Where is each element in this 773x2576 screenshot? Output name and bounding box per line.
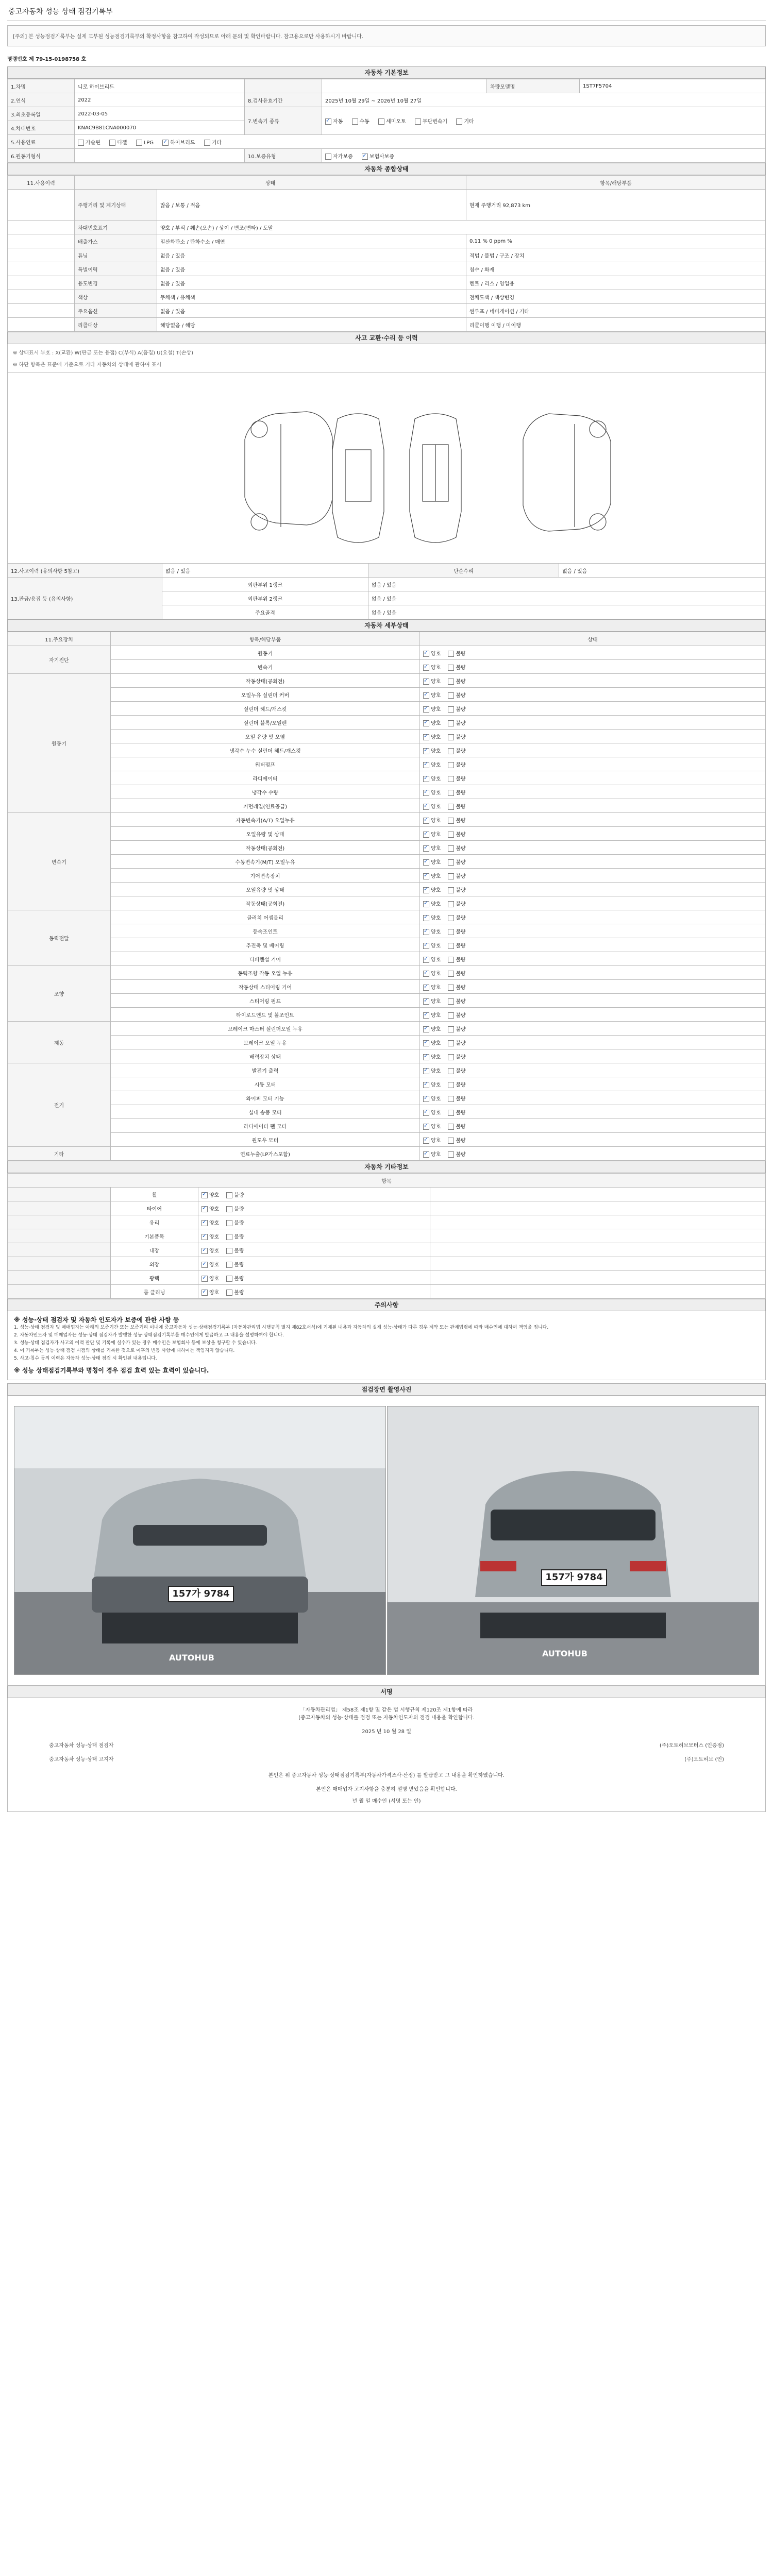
detail-row [8,785,766,799]
detail-item-label: 냉각수 누수 실린더 헤드/개스킷 [111,743,420,757]
detail-item-label: 발전기 출력 [111,1063,420,1077]
photos-heading: 점검장면 촬영사진 [7,1383,766,1396]
state-accident: 없음 / 있음 [162,564,368,578]
detail-row [8,743,766,757]
front-plate: 157가 9784 [168,1586,234,1602]
state-tuning: 없음 / 있음 [157,248,466,262]
detail-row [8,688,766,702]
detail-row [8,827,766,841]
car-outline-diagram [8,372,765,563]
detail-group-label: 조향 [8,966,111,1022]
col-state: 상태 [75,176,466,190]
value-inspection-period: 2025년 10월 29일 ~ 2026년 10월 27일 [322,93,766,107]
col-item: 항목/해당부품 [466,176,766,190]
detail-item-label: 스티어링 펌프 [111,994,420,1008]
detail-item-state: ✓ 양호 불량 [420,980,766,994]
value-car-name: 니로 하이브리드 [75,79,245,93]
detail-item-label: 실린더 블록/오일팬 [111,716,420,730]
caution-box [7,1311,766,1380]
other-item-state: ✓ 양호 불량 [198,1201,430,1215]
notifier-value: (주)오토허브 (인) [684,1757,724,1762]
detail-item-label: 추진축 및 베어링 [111,938,420,952]
detail-row [8,896,766,910]
front-brand: AUTOHUB [169,1653,214,1663]
detail-row [8,924,766,938]
inspector-label: 중고자동차 성능·상태 점검자 [49,1743,114,1749]
detail-item-label: 디퍼렌셜 기어 [111,952,420,966]
label-transmission: 7.변속기 종류 [245,107,322,135]
state-rank-frame: 없음 / 있음 [368,605,766,619]
row-tuning: 튜닝 [75,248,157,262]
transmission-options: ✓ 자동 수동 세미오토 무단변속기 기타 [322,107,766,135]
detail-row [8,1091,766,1105]
label-engine: 6.원동기형식 [8,149,75,163]
detail-row [8,952,766,966]
fuel-options: 가솔린 디젤 LPG ✓ 하이브리드 기타 [75,135,766,149]
detail-row [8,883,766,896]
legend-line-1: ※ 상태표시 부호 : X(교환) W(판금 또는 용접) C(부식) A(흠집) U(요철) T(손상) [13,350,194,356]
detail-item-state: ✓ 양호 불량 [420,910,766,924]
other-row [8,1243,766,1257]
detail-col-device: 11.주요장치 [8,632,111,646]
damage-heading: 사고 교환·수리 등 이력 [7,332,766,344]
detail-item-label: 변속기 [111,660,420,674]
detail-item-state: ✓ 양호 불량 [420,757,766,771]
value-first-reg: 2022-03-05 [75,107,245,121]
detail-group-label: 기타 [8,1147,111,1161]
other-row [8,1257,766,1271]
detail-row [8,813,766,827]
row-special: 특별이력 [75,262,157,276]
detail-row [8,1119,766,1133]
col-usage: 11.사용이력 [8,176,75,190]
detail-col-item: 항목/해당부품 [111,632,420,646]
note-recall: 리콜이행 이행 / 미이행 [466,318,766,332]
detail-item-state: ✓ 양호 불량 [420,896,766,910]
label-vin: 4.차대번호 [8,121,75,135]
detail-row [8,702,766,716]
detail-item-state: ✓ 양호 불량 [420,924,766,938]
warranty-options: 자가보증 ✓ 보험사보증 [322,149,766,163]
state-simple-repair: 없음 / 있음 [559,564,766,578]
detail-row [8,869,766,883]
detail-item-state: ✓ 양호 불량 [420,1133,766,1147]
label-year: 2.연식 [8,93,75,107]
label-model: 차량모델명 [487,79,580,93]
state-special: 없음 / 있음 [157,262,466,276]
other-row [8,1215,766,1229]
detail-item-label: 브레이크 오일 누유 [111,1036,420,1049]
row-panel: 13.판금/용접 등 (유의사항) [8,578,162,619]
other-info-heading: 자동차 기타정보 [7,1161,766,1173]
label-car-name: 1.차명 [8,79,75,93]
detail-row [8,716,766,730]
state-options: 없음 / 있음 [157,304,466,318]
detail-group-label: 자기진단 [8,646,111,674]
caution-line: 4. 이 기록부는 성능·상태 점검 시점의 상태를 기록한 것으로 이후의 변동 사항에 대하여는 책임지지 않습니다. [14,1348,235,1353]
sign-text-1: 「자동차관리법」 제58조 제1항 및 같은 법 시행규칙 제120조 제1항에 따라 [300,1707,473,1713]
caution-line: 1. 성능·상태 점검자 및 매매업자는 아래의 보증기간 또는 보증거리 이내에 중고자동차 성능·상태점검기록부 (자동차관리법 시행규칙 별지 제82호서식)에 기재된 내용과 자동차의 실제 성능·상태가 다른 경우 계약 또는 관계법령에 따라 매수인에 대하여 책임을 집니다. [14,1325,549,1330]
detail-item-state: ✓ 양호 불량 [420,799,766,813]
note-odometer: 현재 주행거리 92,873 km [466,190,766,221]
detail-item-label: 오일유량 및 상태 [111,883,420,896]
photo-row [7,1396,766,1686]
detail-row [8,660,766,674]
caution-heading: 주의사항 [7,1299,766,1311]
sign-text-3: 본인은 위 중고자동차 성능·상태점검기록부(자동차가격조사·산정) 를 발급받고 그 내용을 확인하였습니다. [268,1773,505,1778]
detail-row [8,980,766,994]
detail-item-state: ✓ 양호 불량 [420,883,766,896]
detail-item-label: 타이로드엔드 및 볼조인트 [111,1008,420,1022]
detail-item-label: 와이퍼 모터 기능 [111,1091,420,1105]
rear-brand: AUTOHUB [542,1649,587,1658]
detail-item-state: ✓ 양호 불량 [420,674,766,688]
detail-item-state: ✓ 양호 불량 [420,646,766,660]
detail-item-state: ✓ 양호 불량 [420,1077,766,1091]
buyer-sign-line: 년 월 일 매수인 (서명 또는 인) [352,1799,421,1804]
state-color: 무채색 / 유채색 [157,290,466,304]
detail-item-state: ✓ 양호 불량 [420,785,766,799]
detail-row [8,1049,766,1063]
detail-row [8,1077,766,1091]
rank-1: 외판부위 1랭크 [162,578,368,591]
sign-date: 2025 년 10 월 28 일 [362,1729,411,1735]
notifier-label: 중고자동차 성능·상태 고지자 [49,1757,114,1762]
detail-item-label: 클러치 어셈블리 [111,910,420,924]
certificate-number: 명령번호 제 79-15-0198758 호 [7,57,87,62]
detail-group-label: 전기 [8,1063,111,1147]
label-fuel: 5.사용연료 [8,135,75,149]
detail-item-label: 연료누출(LP가스포함) [111,1147,420,1161]
other-row [8,1188,766,1201]
detail-item-state: ✓ 양호 불량 [420,716,766,730]
detail-item-state: ✓ 양호 불량 [420,1147,766,1161]
sign-text-4: 본인은 매매업자 고지사항을 충분히 설명 받았음을 확인합니다. [316,1787,457,1792]
other-row [8,1201,766,1215]
detail-item-state: ✓ 양호 불량 [420,813,766,827]
note-emission: 0.11 % 0 ppm % [466,234,766,248]
damage-legend [7,344,766,372]
detail-item-label: 시동 모터 [111,1077,420,1091]
detail-row [8,646,766,660]
caution-title: ※ 성능·상태 점검자 및 자동차 인도자가 보증에 관한 사항 등 [14,1316,179,1324]
other-row [8,1229,766,1243]
damage-table [7,563,766,619]
other-item-state: ✓ 양호 불량 [198,1188,430,1201]
other-item-state: ✓ 양호 불량 [198,1271,430,1285]
note-color: 전체도색 / 색상변경 [466,290,766,304]
rear-photo [387,1406,759,1675]
label-warranty: 10.보증유형 [245,149,322,163]
notice-box: [주의] 본 성능점검기록부는 실제 교부된 성능점검기록부의 확정사항을 참고하여 작성되므로 아래 문의 및 확인바랍니다. 참고용으로만 사용하시기 바랍니다. [7,25,766,46]
row-recall: 리콜대상 [75,318,157,332]
detail-item-label: 브레이크 마스터 실린더오일 누유 [111,1022,420,1036]
detail-item-state: ✓ 양호 불량 [420,966,766,980]
detail-item-label: 오일 유량 및 오염 [111,730,420,743]
label-inspection-period: 8.검사유효기간 [245,93,322,107]
detail-item-label: 오일누유 실린더 커버 [111,688,420,702]
detail-row [8,757,766,771]
detail-item-state: ✓ 양호 불량 [420,660,766,674]
detail-item-state: ✓ 양호 불량 [420,702,766,716]
car-diagram [7,372,766,563]
other-item-state: ✓ 양호 불량 [198,1243,430,1257]
row-odometer: 주행거리 및 계기상태 [75,190,157,221]
detail-row [8,771,766,785]
detail-row [8,1036,766,1049]
detail-table [7,632,766,1161]
detail-item-state: ✓ 양호 불량 [420,938,766,952]
label-first-reg: 3.최초등록일 [8,107,75,121]
detail-item-state: ✓ 양호 불량 [420,1008,766,1022]
detail-group-label: 동력전달 [8,910,111,966]
detail-item-label: 오일유량 및 상태 [111,827,420,841]
detail-item-label: 자동변속기(A/T) 오일누유 [111,813,420,827]
detail-item-state: ✓ 양호 불량 [420,743,766,757]
detail-row [8,730,766,743]
detail-item-state: ✓ 양호 불량 [420,1049,766,1063]
legend-line-2: ※ 하단 항목은 표준에 기준으로 기타 자동차의 상태에 관하여 표시 [13,362,162,368]
detail-row [8,1147,766,1161]
sign-box [7,1698,766,1812]
detail-item-label: 냉각수 수량 [111,785,420,799]
detail-item-state: ✓ 양호 불량 [420,855,766,869]
detail-item-label: 작동상태(공회전) [111,674,420,688]
detail-item-state: ✓ 양호 불량 [420,1105,766,1119]
detail-item-label: 원동기 [111,646,420,660]
report-page [7,4,766,1812]
detail-item-label: 작동상태(공회전) [111,841,420,855]
state-usage-change: 없음 / 있음 [157,276,466,290]
other-row [8,1285,766,1299]
state-odometer: 많음 / 보통 / 적음 [157,190,466,221]
note-tuning: 적법 / 불법 / 구조 / 장치 [466,248,766,262]
other-item-label: 기본품목 [111,1229,198,1243]
state-recall: 해당없음 / 해당 [157,318,466,332]
detail-item-label: 라디에이터 팬 모터 [111,1119,420,1133]
rank-frame: 주요골격 [162,605,368,619]
detail-item-state: ✓ 양호 불량 [420,1119,766,1133]
other-info-table [7,1173,766,1299]
detail-item-label: 작동상태 스티어링 기어 [111,980,420,994]
value-model: 1ST7F5704 [580,79,766,93]
other-item-label: 룸 클리닝 [111,1285,198,1299]
detail-item-label: 실린더 헤드/개스킷 [111,702,420,716]
detail-item-label: 워터펌프 [111,757,420,771]
detail-item-label: 윈도우 모터 [111,1133,420,1147]
other-item-label: 휠 [111,1188,198,1201]
detail-item-state: ✓ 양호 불량 [420,1091,766,1105]
rear-plate: 157가 9784 [541,1569,607,1586]
detail-item-state: ✓ 양호 불량 [420,841,766,855]
detail-row [8,910,766,924]
detail-item-label: 라디에이터 [111,771,420,785]
row-accident: 12.사고이력 (유의사항 5참고) [8,564,162,578]
detail-item-label: 기어변속장치 [111,869,420,883]
caution-line: 2. 자동차인도자 및 매매업자는 성능·상태 점검자가 발행한 성능·상태점검기록부를 매수인에게 발급하고 그 내용을 설명하여야 합니다. [14,1333,284,1338]
value-vin: KNAC9B81CNA000070 [75,121,245,135]
detail-row [8,1133,766,1147]
note-options: 썬루프 / 네비게이션 / 기타 [466,304,766,318]
sign-text-2: (중고자동차의 성능·상태를 점검 또는 자동차인도자의 점검 내용을 확인합니다. [298,1715,475,1721]
detail-row [8,938,766,952]
other-item-label: 외장 [111,1257,198,1271]
sign-heading: 서명 [7,1686,766,1698]
detail-group-label: 원동기 [8,674,111,813]
caution-line: 3. 성능·상태 점검자가 사고의 이력 판단 및 기록에 실수가 있는 경우 매수인은 보험회사 등에 보상을 청구할 수 있습니다. [14,1341,257,1346]
other-item-label: 광택 [111,1271,198,1285]
detail-row [8,1022,766,1036]
detail-item-state: ✓ 양호 불량 [420,1063,766,1077]
front-photo [14,1406,386,1675]
state-emission: 일산화탄소 / 탄화수소 / 매연 [157,234,466,248]
detail-item-state: ✓ 양호 불량 [420,869,766,883]
other-sub-heading: 항목 [8,1174,766,1188]
caution-line: 5. 사고·침수 등의 이력은 자동차 성능·상태 점검 시 확인된 내용입니다. [14,1356,157,1361]
detail-item-state: ✓ 양호 불량 [420,952,766,966]
other-item-state: ✓ 양호 불량 [198,1215,430,1229]
row-options: 주요옵션 [75,304,157,318]
state-vin-mark: 양호 / 부식 / 훼손(오손) / 상이 / 변조(변타) / 도말 [157,221,766,234]
other-item-state: ✓ 양호 불량 [198,1257,430,1271]
row-color: 색상 [75,290,157,304]
row-usage-change: 용도변경 [75,276,157,290]
basic-info-heading: 자동차 기본정보 [7,66,766,79]
detail-item-state: ✓ 양호 불량 [420,827,766,841]
detail-row [8,674,766,688]
detail-group-label: 제동 [8,1022,111,1063]
other-item-label: 내장 [111,1243,198,1257]
detail-col-state: 상태 [420,632,766,646]
value-year: 2022 [75,93,245,107]
detail-row [8,841,766,855]
detail-item-state: ✓ 양호 불량 [420,730,766,743]
document-title: 중고자동차 성능 상태 점검기록부 [7,4,766,21]
detail-group-label: 변속기 [8,813,111,910]
detail-item-label: 작동상태(공회전) [111,896,420,910]
detail-item-label: 커먼레일(연료공급) [111,799,420,813]
detail-item-state: ✓ 양호 불량 [420,771,766,785]
state-rank-2: 없음 / 있음 [368,591,766,605]
detail-item-state: ✓ 양호 불량 [420,1036,766,1049]
label-simple-repair: 단순수리 [368,564,559,578]
note-special: 침수 / 화재 [466,262,766,276]
detail-item-label: 배력장치 상태 [111,1049,420,1063]
note-usage-change: 렌트 / 리스 / 영업용 [466,276,766,290]
row-vin-mark: 차대번호표기 [75,221,157,234]
detail-item-state: ✓ 양호 불량 [420,1022,766,1036]
state-rank-1: 없음 / 있음 [368,578,766,591]
detail-item-label: 수동변속기(M/T) 오일누유 [111,855,420,869]
detail-item-state: ✓ 양호 불량 [420,688,766,702]
general-state-table [7,175,766,332]
detail-row [8,799,766,813]
basic-info-table [7,79,766,163]
detail-row [8,1008,766,1022]
other-item-label: 타이어 [111,1201,198,1215]
detail-row [8,966,766,980]
detail-item-label: 실내 송풍 모터 [111,1105,420,1119]
rank-2: 외판부위 2랭크 [162,591,368,605]
detail-row [8,855,766,869]
detail-heading: 자동차 세부상태 [7,619,766,632]
other-row [8,1271,766,1285]
other-item-state: ✓ 양호 불량 [198,1229,430,1243]
detail-row [8,994,766,1008]
caution-bottom: ※ 성능 상태점검기록부와 명칭이 경우 점검 효력 있는 효력이 있습니다. [14,1367,209,1374]
detail-row [8,1105,766,1119]
inspector-value: (주)오토허브모터스 (인증점) [659,1743,724,1749]
general-state-heading: 자동차 종합상태 [7,163,766,175]
other-item-state: ✓ 양호 불량 [198,1285,430,1299]
detail-item-state: ✓ 양호 불량 [420,994,766,1008]
detail-item-label: 등속조인트 [111,924,420,938]
detail-item-label: 동력조향 작동 오일 누유 [111,966,420,980]
row-emission: 배출가스 [75,234,157,248]
other-item-label: 유리 [111,1215,198,1229]
detail-row [8,1063,766,1077]
